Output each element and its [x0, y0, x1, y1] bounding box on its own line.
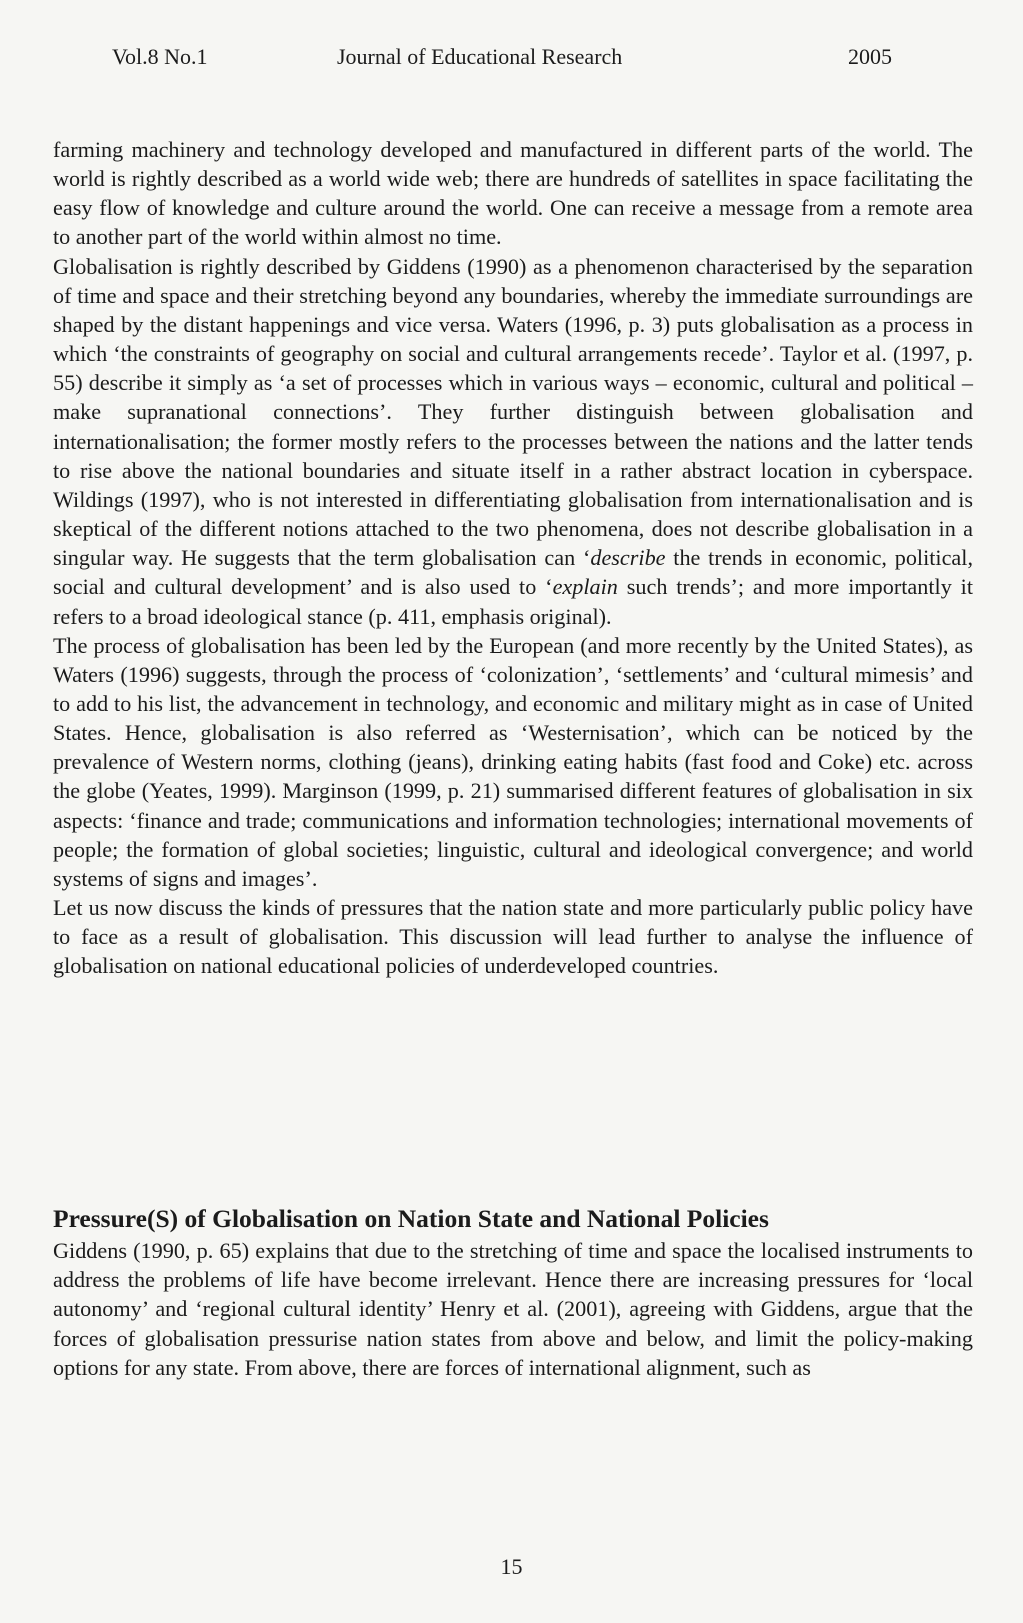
section-heading: Pressure(S) of Globalisation on Nation State and National Policies — [53, 1204, 769, 1233]
page-number: 15 — [500, 1554, 523, 1579]
paragraph-1: farming machinery and technology developed and manufactured in different parts of the world. The world is rightly described as a world wide web; there are hundreds of satellites in space facilitating the easy flow of knowledge and culture around the world. One can receive a message from a remote area to another part of the world within almost no time. — [53, 137, 973, 250]
paragraph-2-emphasis-describe: describe — [590, 545, 666, 571]
paragraph-2 — [53, 252, 973, 631]
paragraph-2-emphasis-explain: explain — [552, 574, 618, 600]
publication-year: 2005 — [848, 44, 892, 69]
paragraph-4: Let us now discuss the kinds of pressures that the nation state and more particularly public policy have to face as a result of globalisation. This discussion will lead further to analyse the influence of globalisation on national educational policies of underdeveloped countries. — [53, 895, 973, 979]
paragraph-2-middle: the trends in economic, political, social and cultural development’ and is also used to ‘ — [53, 545, 973, 600]
journal-title: Journal of Educational Research — [337, 44, 623, 69]
running-header — [112, 42, 892, 72]
section-paragraph: Giddens (1990, p. 65) explains that due to the stretching of time and space the localised instruments to address the problems of life have become irrelevant. Hence there are increasing pressures for ‘local autonomy’ and ‘regional cultural identity’ Henry et al. (2001), agreeing with Giddens, argue that the forces of globalisation pressurise nation states from above and below, and limit the policy-making options for any state. From above, there are forces of international alignment, such as — [53, 1238, 973, 1380]
body-text — [53, 135, 973, 981]
paragraph-2-text: Globalisation is rightly described by Giddens (1990) as a phenomenon characterised by the separation of time and space and their stretching beyond any boundaries, whereby the immediate surroundings are shaped by the distant happenings and vice versa. Waters (1996, p. 3) puts globalisation as a process in which ‘the constraints of geography on social and cultural arrangements recede’. Taylor et al. (1997, p. 55) describe it simply as ‘a set of processes which in various ways – economic, cultural and political – make supranational connections’. They further distinguish between globalisation and internationalisation; the former mostly refers to the processes between the nations and the latter tends to rise above the national boundaries and situate itself in a rather abstract location in cyberspace. Wildings (1997), who is not interested in differentiating globalisation from internationalisation and is skeptical of the different notions attached to the two phenomena, does not describe globalisation in a singular way. He suggests that the term globalisation can ‘ — [53, 253, 973, 571]
volume-issue: Vol.8 No.1 — [112, 44, 208, 69]
paragraph-2-tail: such trends’; and more importantly it refers to a broad ideological stance (p. 411, emphasis original). — [53, 574, 973, 629]
paragraph-3: The process of globalisation has been led by the European (and more recently by the United States), as Waters (1996) suggests, through the process of ‘colonization’, ‘settlements’ and ‘cultural mimesis’ and to add to his list, the advancement in technology, and economic and military might as in case of United States. Hence, globalisation is also referred as ‘Westernisation’, which can be noticed by the prevalence of Western norms, clothing (jeans), drinking eating habits (fast food and Coke) etc. across the globe (Yeates, 1999). Marginson (1999, p. 21) summarised different features of globalisation in six aspects: ‘finance and trade; communications and information technologies; international movements of people; the formation of global societies; linguistic, cultural and ideological convergence; and world systems of signs and images’. — [53, 632, 973, 891]
